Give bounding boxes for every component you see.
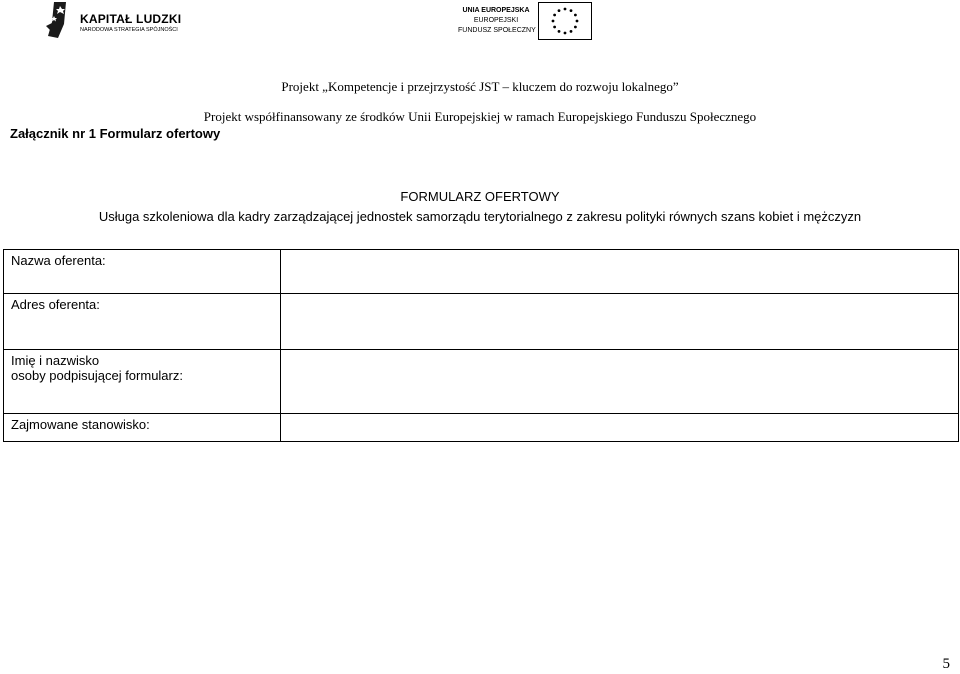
bidder-name-field[interactable] [281, 250, 959, 294]
eu-logo-line3: FUNDUSZ SPOŁECZNY [458, 27, 536, 34]
service-description: Usługa szkoleniowa dla kadry zarządzającej jednostek samorządu terytorialnego z zakresu polityki równych szans kobiet i mężczyzn [98, 209, 862, 224]
form-title: FORMULARZ OFERTOWY [400, 189, 560, 204]
form-row-signatory [4, 350, 959, 414]
eu-logo [458, 2, 598, 40]
form-row-position [4, 414, 959, 442]
project-title: Projekt „Kompetencje i przejrzystość JST – kluczem do rozwoju lokalnego” [281, 79, 679, 94]
signatory-label [4, 350, 281, 414]
kapital-ludzki-mark-icon [44, 2, 72, 38]
position-field[interactable] [281, 414, 959, 442]
kapital-ludzki-subtitle: NARODOWA STRATEGIA SPÓJNOŚCI [80, 27, 178, 33]
page-number: 5 [942, 656, 950, 672]
eu-flag-icon [538, 2, 592, 40]
kapital-ludzki-title: KAPITAŁ LUDZKI [80, 12, 182, 26]
bidder-address-label [4, 294, 281, 350]
bidder-address-field[interactable] [281, 294, 959, 350]
eu-logo-line2: EUROPEJSKI [473, 17, 519, 24]
eu-logo-line1: UNIA EUROPEJSKA [462, 7, 530, 14]
kapital-ludzki-logo [44, 2, 184, 38]
bidder-name-label-text: Nazwa oferenta: [11, 253, 106, 268]
signatory-field[interactable] [281, 350, 959, 414]
signatory-label-line2: osoby podpisującej formularz: [11, 368, 183, 383]
attachment-label: Załącznik nr 1 Formularz ofertowy [10, 126, 221, 141]
bidder-name-label [4, 250, 281, 294]
eu-logo-text [458, 6, 534, 36]
bidder-address-label-text: Adres oferenta: [11, 297, 100, 312]
offer-form-table [3, 249, 959, 442]
position-label [4, 414, 281, 442]
form-row-address [4, 294, 959, 350]
signatory-label-line1: Imię i nazwisko [11, 353, 100, 368]
project-cofinancing: Projekt współfinansowany ze środków Unii Europejskiej w ramach Europejskiego Funduszu Społecznego [203, 109, 757, 124]
form-row-name [4, 250, 959, 294]
position-label-text: Zajmowane stanowisko: [11, 417, 150, 432]
